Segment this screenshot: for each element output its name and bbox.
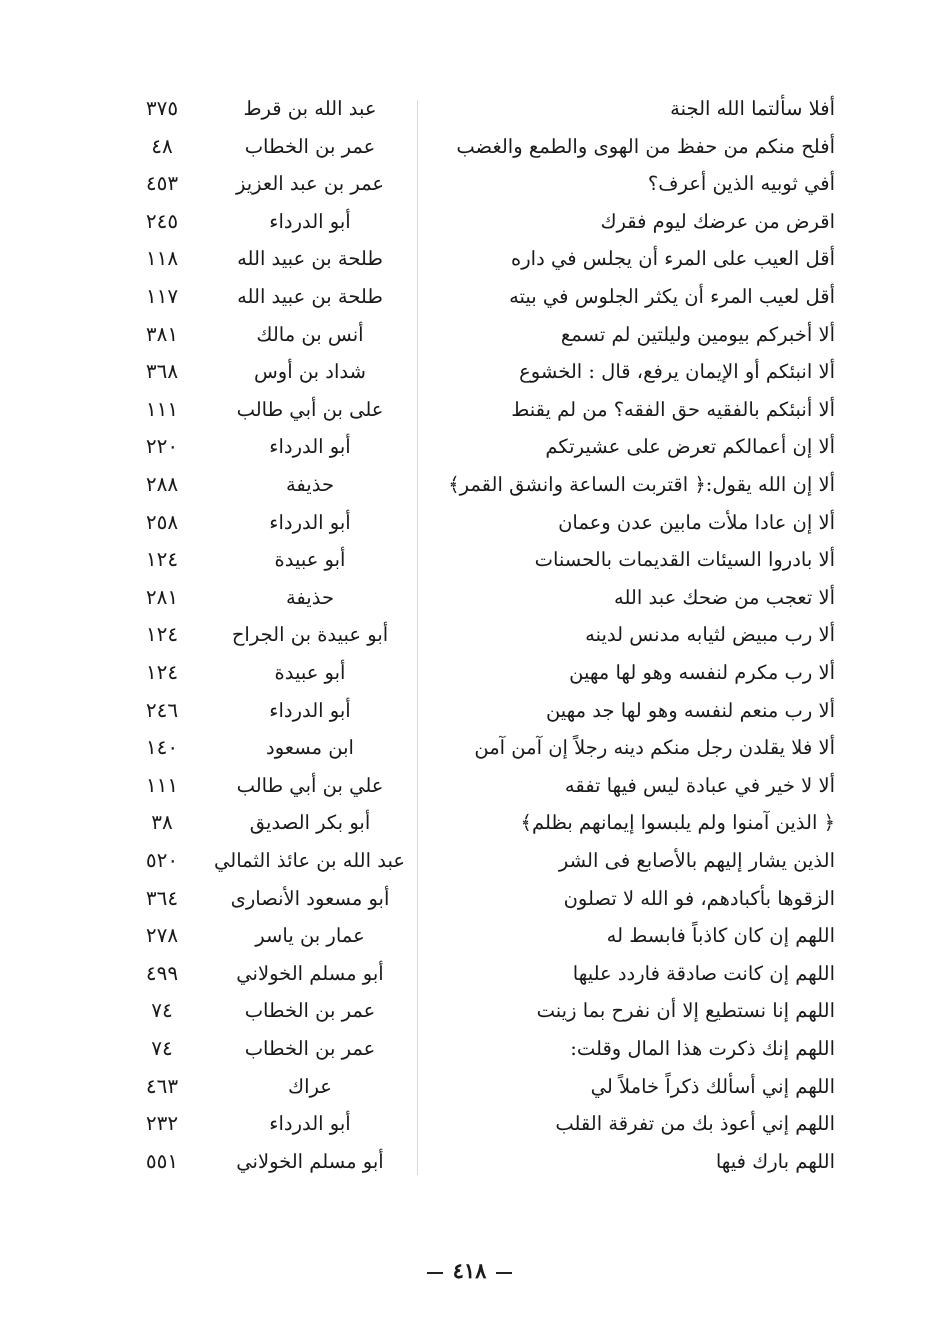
saying-text: اللهم إنك ذكرت هذا المال وقلت: xyxy=(570,1037,835,1060)
page-reference: ٢٨١ xyxy=(145,584,179,609)
page-reference: ٣٨١ xyxy=(145,321,179,346)
saying-text: أفلا سألتما الله الجنة xyxy=(670,97,835,120)
table-row xyxy=(0,165,939,203)
page-reference: ٥٢٠ xyxy=(145,848,179,872)
page-reference: ٢٢٠ xyxy=(145,434,179,459)
table-row xyxy=(0,203,939,241)
page-reference: ٢٨٨ xyxy=(145,472,179,496)
saying-text: ألا رب مبيض لثيابه مدنس لدينه xyxy=(585,623,835,647)
page-reference: ١١٨ xyxy=(145,246,179,271)
page-reference: ١١١ xyxy=(145,396,179,421)
saying-text: اللهم إن كان كاذباً فابسط له xyxy=(606,924,835,948)
page-reference: ٢٥٨ xyxy=(145,509,179,534)
author-name: عمر بن الخطاب xyxy=(244,999,376,1023)
table-row xyxy=(0,992,939,1030)
page-reference: ١٤٠ xyxy=(145,735,179,760)
author-name: أبو مسلم الخولاني xyxy=(236,1149,384,1173)
author-name: أنس بن مالك xyxy=(256,322,364,346)
saying-text: ألا بادروا السيئات القديمات بالحسنات xyxy=(534,548,835,572)
table-row xyxy=(0,428,939,466)
author-name: عبد الله بن عائذ الثمالي xyxy=(214,849,405,872)
author-name: عبد الله بن قرط xyxy=(243,97,377,120)
page-reference: ٤٥٣ xyxy=(145,171,179,196)
page-reference: ٧٤ xyxy=(151,998,173,1023)
author-name: حذيفة xyxy=(285,585,335,609)
page-reference: ٥٥١ xyxy=(145,1148,179,1173)
footer-dash-left xyxy=(427,1272,443,1274)
page-reference: ١١٧ xyxy=(145,284,179,308)
page-reference: ٣٨ xyxy=(151,810,173,835)
table-row xyxy=(0,90,939,128)
author-name: أبو عبيدة xyxy=(274,661,346,684)
saying-text: أفلح منكم من حفظ من الهوى والطمع والغضب xyxy=(456,134,835,158)
saying-text: ألا تعجب من ضحك عبد الله xyxy=(614,585,835,609)
table-row xyxy=(0,917,939,955)
table-row xyxy=(0,616,939,654)
table-row xyxy=(0,955,939,993)
page-number: ٤١٨ xyxy=(452,1258,487,1283)
page-reference: ٣٧٥ xyxy=(145,96,179,120)
table-row xyxy=(0,128,939,166)
table-row xyxy=(0,391,939,429)
table-row xyxy=(0,804,939,842)
author-name: شداد بن أوس xyxy=(254,360,366,384)
table-row xyxy=(0,579,939,617)
author-name: عراك xyxy=(288,1074,332,1098)
saying-text: أفي ثوبيه الذين أعرف؟ xyxy=(647,172,835,196)
saying-text: اللهم بارك فيها xyxy=(715,1149,835,1173)
table-row xyxy=(0,1030,939,1068)
author-name: على بن أبي طالب xyxy=(236,397,384,421)
saying-text: اللهم إني أسألك ذكراً خاملاً لي xyxy=(590,1074,835,1098)
table-row xyxy=(0,466,939,504)
author-name: أبو الدرداء xyxy=(269,1112,351,1136)
author-name: عمر بن عبد العزيز xyxy=(235,172,384,196)
page-reference: ٣٦٨ xyxy=(145,359,179,384)
page-reference: ٢٣٢ xyxy=(145,1111,179,1136)
saying-text: اللهم إنا نستطيع إلا أن نفرح بما زينت xyxy=(536,999,835,1023)
page-reference: ٧٤ xyxy=(151,1036,173,1060)
page-reference: ٤٨ xyxy=(151,133,173,158)
page-reference: ٢٤٥ xyxy=(145,208,179,233)
author-name: عمار بن ياسر xyxy=(255,924,365,948)
saying-text: الذين يشار إليهم بالأصابع فى الشر xyxy=(558,849,835,872)
page-reference: ١٢٤ xyxy=(145,547,179,572)
table-row xyxy=(0,692,939,730)
saying-text: ألا رب منعم لنفسه وهو لها جد مهين xyxy=(545,698,835,722)
saying-text: ألا فلا يقلدن رجل منكم دينه رجلاً إن آمن آمن xyxy=(474,736,835,760)
author-name: علي بن أبي طالب xyxy=(236,773,384,797)
page-reference: ١٢٤ xyxy=(145,622,179,647)
saying-text: ألا لا خير في عبادة ليس فيها تفقه xyxy=(564,773,835,797)
page-reference: ٢٧٨ xyxy=(145,923,179,948)
author-name: طلحة بن عبيد الله xyxy=(237,285,383,308)
saying-text: ألا أخبركم بيومين وليلتين لم تسمع xyxy=(560,322,835,346)
saying-text: ألا انبئكم أو الإيمان يرفع، قال : الخشوع xyxy=(519,360,835,384)
saying-text: أقل لعيب المرء أن يكثر الجلوس في بيته xyxy=(509,285,835,308)
table-row xyxy=(0,316,939,354)
table-row xyxy=(0,729,939,767)
author-name: أبو الدرداء xyxy=(269,209,351,233)
author-name: أبو مسلم الخولاني xyxy=(236,961,384,985)
table-row xyxy=(0,541,939,579)
author-name: أبو الدرداء xyxy=(269,510,351,534)
author-name: أبو الدرداء xyxy=(269,698,351,722)
table-row xyxy=(0,353,939,391)
author-name: ابن مسعود xyxy=(266,736,354,760)
saying-text: الزقوها بأكبادهم، فو الله لا تصلون xyxy=(563,886,835,910)
author-name: أبو عبيدة xyxy=(274,548,346,572)
author-name: عمر بن الخطاب xyxy=(244,134,376,158)
footer-dash-right xyxy=(496,1272,512,1274)
table-row xyxy=(0,767,939,805)
page-footer xyxy=(0,1258,939,1283)
page-reference: ٣٦٤ xyxy=(145,885,179,910)
saying-text: ألا إن عادا ملأت مابين عدن وعمان xyxy=(558,510,835,534)
table-row xyxy=(0,842,939,880)
saying-text: ألا إن الله يقول:﴿ اقتربت الساعة وانشق القمر﴾ xyxy=(448,473,835,496)
page-reference: ٤٩٩ xyxy=(145,960,179,985)
author-name: أبو الدرداء xyxy=(269,435,351,459)
saying-text: اللهم إن كانت صادقة فاردد عليها xyxy=(572,961,835,985)
saying-text: ألا أنبئكم بالفقيه حق الفقه؟ من لم يقنط xyxy=(511,397,835,421)
page-reference: ١١١ xyxy=(145,772,179,797)
author-name: حذيفة xyxy=(285,473,335,496)
table-row xyxy=(0,278,939,316)
saying-text: ألا إن أعمالكم تعرض على عشيرتكم xyxy=(545,435,835,459)
table-row xyxy=(0,504,939,542)
author-name: أبو عبيدة بن الجراح xyxy=(231,623,389,647)
author-name: أبو بكر الصديق xyxy=(249,811,371,835)
saying-text: اقرض من عرضك ليوم فقرك xyxy=(600,209,835,233)
saying-text: ﴿ الذين آمنوا ولم يلبسوا إيمانهم بظلم﴾ xyxy=(520,811,835,835)
table-row xyxy=(0,880,939,918)
saying-text: ألا رب مكرم لنفسه وهو لها مهين xyxy=(569,661,835,684)
table-row xyxy=(0,1143,939,1181)
table-row xyxy=(0,654,939,692)
table-row xyxy=(0,1068,939,1106)
author-name: طلحة بن عبيد الله xyxy=(237,247,383,271)
page-reference: ٤٦٣ xyxy=(145,1073,179,1098)
saying-text: اللهم إني أعوذ بك من تفرقة القلب xyxy=(555,1112,835,1136)
saying-text: أقل العيب على المرء أن يجلس في داره xyxy=(511,247,835,271)
author-name: عمر بن الخطاب xyxy=(244,1037,376,1060)
table-row xyxy=(0,1105,939,1143)
page-reference: ٢٤٦ xyxy=(145,697,179,722)
page-reference: ١٢٤ xyxy=(145,660,179,684)
author-name: أبو مسعود الأنصارى xyxy=(230,886,390,910)
table-row xyxy=(0,240,939,278)
